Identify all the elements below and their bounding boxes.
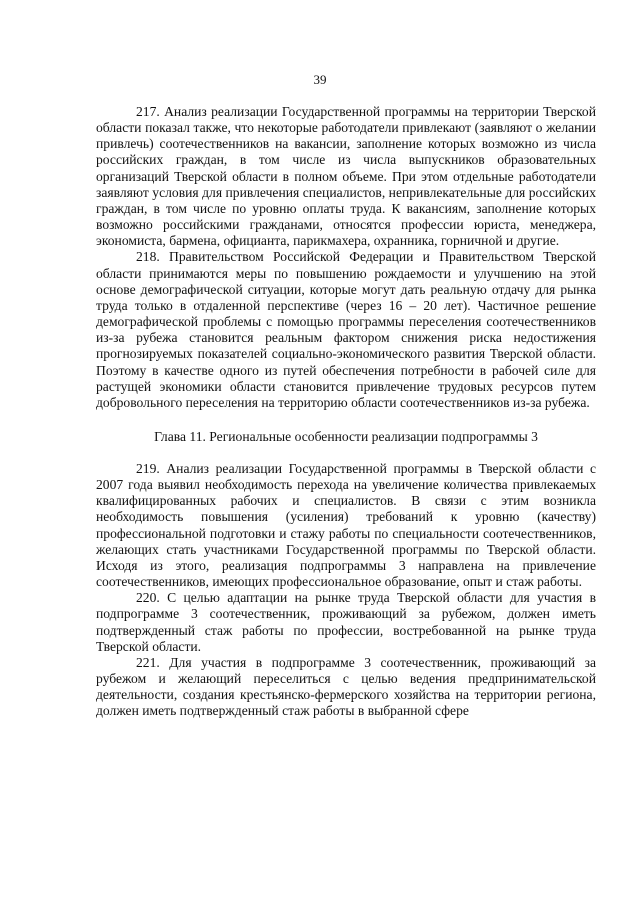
document-body [96,104,596,719]
chapter-title: Глава 11. Региональные особенности реализации подпрограммы 3 [154,428,538,444]
paragraph-219: 219. Анализ реализации Государственной программы в Тверской области с 2007 года выявил необходимость перехода на увеличение количества привлекаемых квалифицированных рабочих и специалистов. В связи с этим возникла необходимость повышения (усиления) требований к уровню (качеству) профессиональной подготовки и стажу работы по специальности соотечественников, желающих стать участниками Государственной программы по Тверской области. Исходя из этого, реализация подпрограммы 3 направлена на привлечение соотечественников, имеющих профессиональное образование, опыт и стаж работы. [96,460,596,590]
paragraph-218: 218. Правительством Российской Федерации и Правительством Тверской области принимаются меры по повышению рождаемости и улучшению на этой основе демографической ситуации, которые могут дать реальную отдачу для рынка труда только в отдаленной перспективе (через 16 – 20 лет). Частичное решение демографической проблемы с помощью программы переселения соотечественников из-за рубежа становится реальным фактором снижения риска недостижения прогнозируемых показателей социально-экономического развития Тверской области. Поэтому в качестве одного из путей обеспечения потребности в рабочей силе для растущей экономики области становится привлечение трудовых ресурсов путем добровольного переселения на территорию области соотечественников из-за рубежа. [96,249,596,410]
paragraph-217: 217. Анализ реализации Государственной программы на территории Тверской области показал также, что некоторые работодатели привлекают (заявляют о желании привлечь) соотечественников на вакансии, заполнение которых возможно из числа российских граждан, в том числе из числа выпускников образовательных организаций Тверской области в полном объеме. При этом отдельные работодатели заявляют условия для привлечения специалистов, непривлекательные для российских граждан, в том числе по уровню оплаты труда. К вакансиям, заполнение которых возможно российскими гражданами, относятся профессии юриста, менеджера, экономиста, бармена, официанта, парикмахера, охранника, горничной и другие. [96,104,596,249]
paragraph-221: 221. Для участия в подпрограмме 3 соотечественник, проживающий за рубежом и желающий переселиться с целью ведения предпринимательской деятельности, создания крестьянско-фермерского хозяйства на территории региона, должен иметь подтвержденный стаж работы в выбранной сфере [96,654,596,719]
paragraph-220: 220. С целью адаптации на рынке труда Тверской области для участия в подпрограмме 3 соотечественник, проживающий за рубежом, должен иметь подтвержденный стаж работы по профессии, востребованной на рынке труда Тверской области. [96,590,596,654]
page-number: 39 [313,72,327,87]
